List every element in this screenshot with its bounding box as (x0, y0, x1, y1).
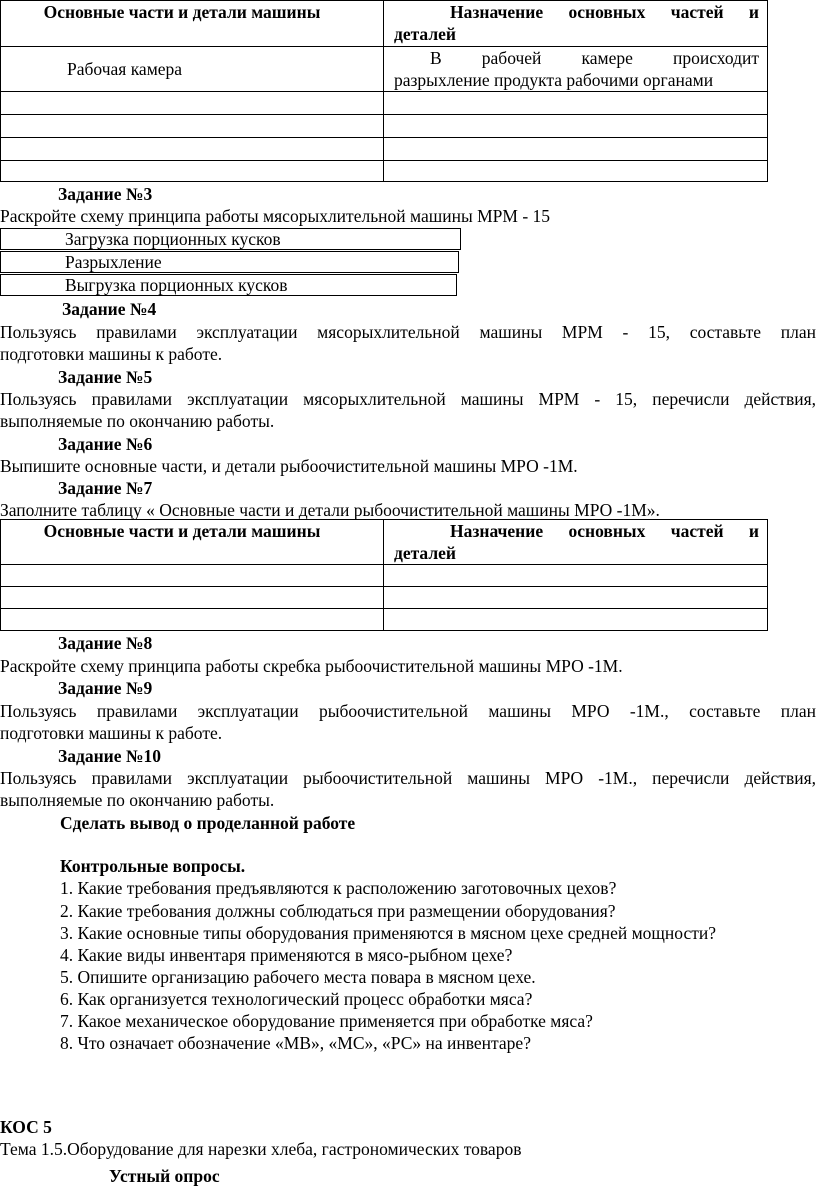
conclusion-heading: Сделать вывод о проделанной работе (60, 813, 356, 833)
parts-table-mrm (0, 0, 768, 182)
control-question: 2. Какие требования должны соблюдаться при размещении оборудования? (60, 901, 616, 921)
parts-table-mro (0, 519, 768, 631)
task10-title: Задание №10 (58, 746, 161, 766)
table2-empty-cell (384, 587, 768, 609)
table1-empty-cell (1, 161, 384, 182)
table2-empty-cell (1, 565, 384, 587)
task6-title: Задание №6 (58, 434, 153, 454)
task8-text: Раскройте схему принципа работы скребка рыбоочистительной машины МРО -1М. (0, 656, 623, 676)
kos-topic: Тема 1.5.Оборудование для нарезки хлеба, гастрономических товаров (0, 1139, 522, 1159)
table1-empty-cell (1, 138, 384, 161)
control-question: 7. Какое механическое оборудование применяется при обработке мяса? (60, 1011, 593, 1031)
control-questions-title: Контрольные вопросы. (60, 856, 246, 876)
task9-line1: Пользуясь правилами эксплуатации рыбоочистительной машины МРО -1М., составьте план (0, 701, 816, 721)
scheme-step-2: Разрыхление (0, 251, 459, 273)
task4-line1: Пользуясь правилами эксплуатации мясорыхлительной машины МРМ - 15, составьте план (0, 322, 816, 342)
task9-title: Задание №9 (58, 678, 153, 698)
scheme-step-1: Загрузка порционных кусков (0, 228, 461, 250)
task7-title: Задание №7 (58, 478, 153, 498)
table1-empty-cell (384, 138, 768, 161)
task3-text: Раскройте схему принципа работы мясорыхлительной машины МРМ - 15 (0, 206, 551, 226)
table2-header-right: Назначение основных частей и деталей (384, 520, 768, 565)
table2-header-left: Основные части и детали машины (1, 520, 384, 565)
task5-line2: выполняемые по окончанию работы. (0, 411, 275, 431)
control-question: 8. Что означает обозначение «МВ», «МС», «РС» на инвентаре? (60, 1033, 531, 1053)
control-question: 6. Как организуется технологический процесс обработки мяса? (60, 989, 533, 1009)
table2-empty-cell (384, 609, 768, 631)
control-question: 5. Опишите организацию рабочего места повара в мясном цехе. (60, 967, 536, 987)
table1-empty-cell (384, 115, 768, 138)
task5-title: Задание №5 (58, 367, 153, 387)
control-question: 3. Какие основные типы оборудования применяются в мясном цехе средней мощности? (60, 923, 716, 943)
kos-title: КОС 5 (0, 1117, 52, 1137)
control-question: 4. Какие виды инвентаря применяются в мясо-рыбном цехе? (60, 945, 513, 965)
oral-survey-heading: Устный опрос (109, 1166, 220, 1186)
task7-text: Заполните таблицу « Основные части и детали рыбоочистительной машины МРО -1М». (0, 500, 660, 520)
control-question: 1. Какие требования предъявляются к расположению заготовочных цехов? (60, 878, 617, 898)
task4-title: Задание №4 (62, 299, 157, 319)
table2-empty-cell (1, 587, 384, 609)
table1-row1-left: Рабочая камера (1, 47, 384, 92)
table1-empty-cell (384, 161, 768, 182)
table1-empty-cell (384, 92, 768, 115)
table2-empty-cell (1, 609, 384, 631)
table1-row1-right: В рабочей камере происходит разрыхление продукта рабочими органами (384, 47, 768, 92)
task8-title: Задание №8 (58, 633, 153, 653)
table1-empty-cell (1, 92, 384, 115)
scheme-step-3: Выгрузка порционных кусков (0, 274, 457, 296)
task10-line2: выполняемые по окончанию работы. (0, 790, 275, 810)
task6-text: Выпишите основные части, и детали рыбоочистительной машины МРО -1М. (0, 456, 578, 476)
task3-title: Задание №3 (58, 184, 153, 204)
table1-header-left: Основные части и детали машины (1, 1, 384, 47)
task10-line1: Пользуясь правилами эксплуатации рыбоочистительной машины МРО -1М., перечисли действия, (0, 768, 816, 788)
task4-line2: подготовки машины к работе. (0, 344, 223, 364)
table1-empty-cell (1, 115, 384, 138)
table2-empty-cell (384, 565, 768, 587)
table1-header-right: Назначение основных частей и деталей (384, 1, 768, 47)
task5-line1: Пользуясь правилами эксплуатации мясорыхлительной машины МРМ - 15, перечисли действия, (0, 389, 816, 409)
task9-line2: подготовки машины к работе. (0, 723, 223, 743)
